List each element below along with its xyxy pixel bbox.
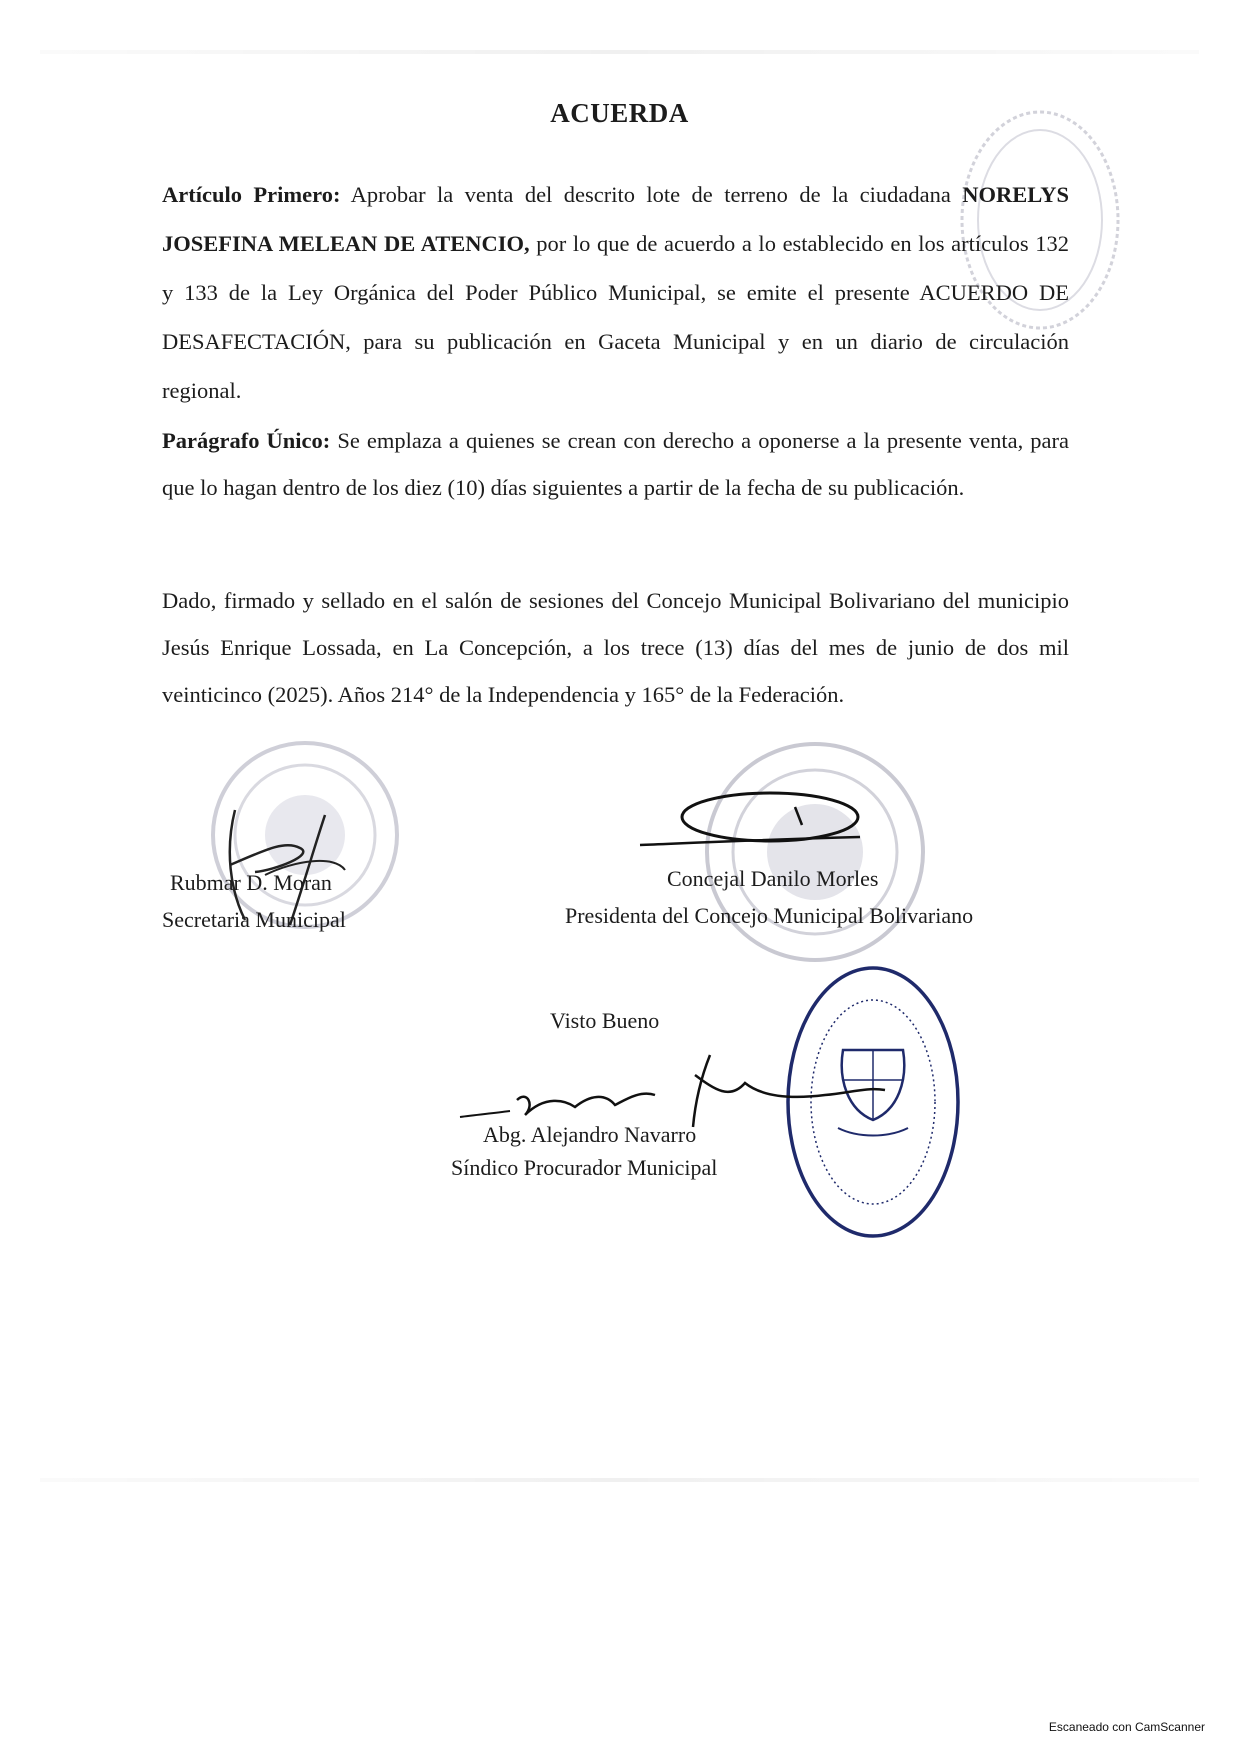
- bottom-signatory-title: Síndico Procurador Municipal: [451, 1155, 718, 1180]
- article-one: [162, 170, 1069, 415]
- paragraph-unique: [162, 417, 1069, 511]
- camscanner-footer: Escaneado con CamScanner: [1048, 1720, 1205, 1734]
- left-signatory-name: Rubmar D. Moran: [170, 870, 332, 895]
- paragraph-unique-lead: Parágrafo Único:: [162, 428, 331, 453]
- article-one-lead: Artículo Primero:: [162, 182, 341, 207]
- signature-right: [630, 785, 870, 865]
- visto-bueno-label: Visto Bueno: [550, 1008, 660, 1033]
- article-one-text-1: Aprobar la venta del descrito lote de terreno de la ciudadana: [340, 182, 963, 207]
- right-signatory-title: Presidenta del Concejo Municipal Bolivariano: [565, 903, 974, 928]
- scan-artifact-top: [40, 50, 1199, 54]
- left-signatory-title: Secretaria Municipal: [162, 907, 346, 932]
- bottom-signatory-name: Abg. Alejandro Navarro: [483, 1122, 697, 1147]
- closing-text: Dado, firmado y sellado en el salón de sesiones del Concejo Municipal Bolivariano del municipio Jesús Enrique Lossada, en La Concepción, a los trece (13) días del mes de junio de dos mil veinticinco (2025). Años 214° de la Independencia y 165° de la Federación.: [162, 588, 1069, 707]
- right-signatory-name: Concejal Danilo Morles: [667, 866, 879, 891]
- closing-paragraph: [162, 577, 1069, 718]
- citizen-name: NORELYS JOSEFINA MELEAN DE ATENCIO,: [162, 182, 1069, 256]
- article-one-text-2: por lo que de acuerdo a lo establecido en los artículos 132 y 133 de la Ley Orgánica del Poder Público Municipal, se emite el presente ACUERDO DE DESAFECTACIÓN, para su publicación en Gaceta Municipal y en un diario de circulación regional.: [162, 231, 1069, 403]
- paragraph-unique-text: Se emplaza a quienes se crean con derecho a oponerse a la presente venta, para que lo hagan dentro de los diez (10) días siguientes a partir de la fecha de su publicación.: [162, 428, 1070, 500]
- document-title: ACUERDA: [550, 98, 689, 128]
- scan-artifact-bottom: [40, 1478, 1199, 1482]
